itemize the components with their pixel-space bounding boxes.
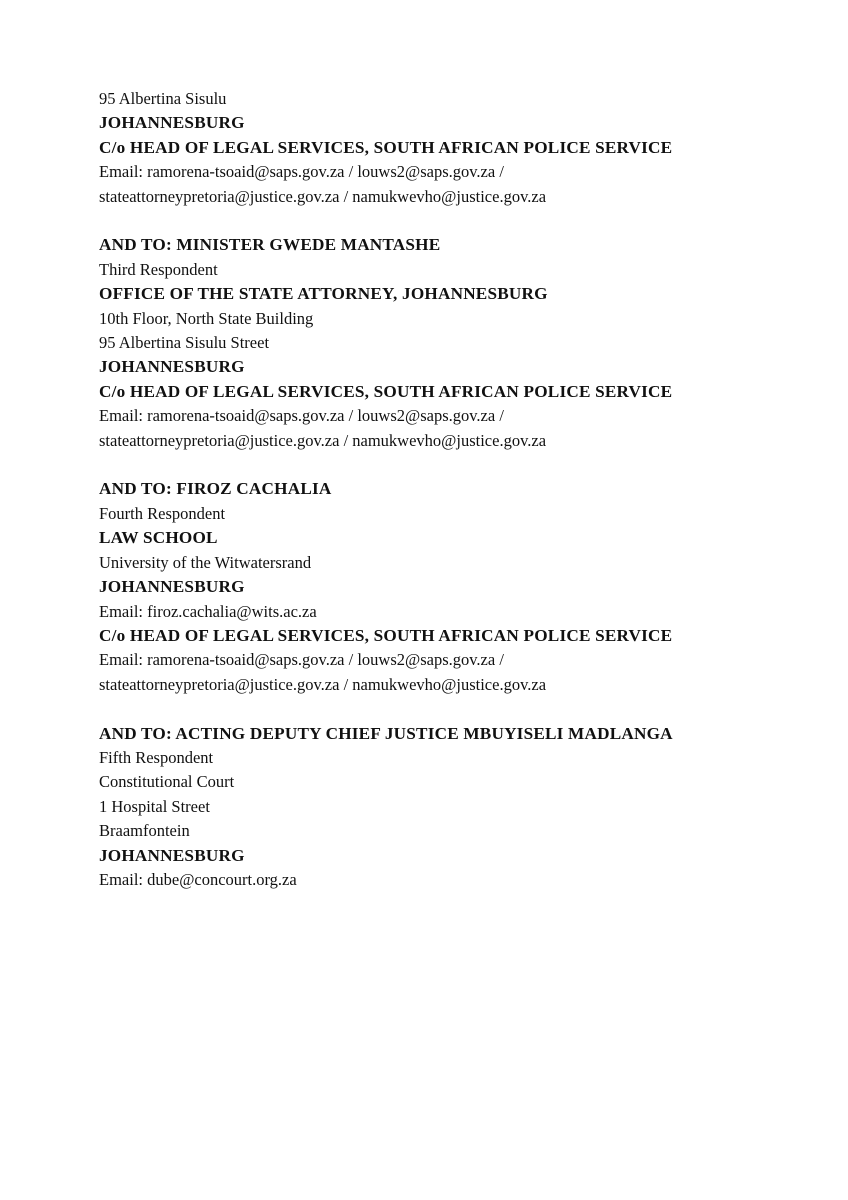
text-line: Email: ramorena-tsoaid@saps.gov.za / louws2@saps.gov.za / (99, 650, 504, 670)
bold-line: OFFICE OF THE STATE ATTORNEY, JOHANNESBURG (99, 284, 548, 304)
text-line: University of the Witwatersrand (99, 552, 312, 572)
bold-line: JOHANNESBURG (99, 845, 245, 865)
bold-line: AND TO: ACTING DEPUTY CHIEF JUSTICE MBUYISELI MADLANGA (99, 723, 673, 743)
respondent-block (99, 722, 799, 893)
bold-line: JOHANNESBURG (99, 357, 245, 377)
bold-line: LAW SCHOOL (99, 528, 218, 548)
bold-line: C/o HEAD OF LEGAL SERVICES, SOUTH AFRICAN POLICE SERVICE (99, 625, 673, 645)
text-line: Email: ramorena-tsoaid@saps.gov.za / louws2@saps.gov.za / (99, 162, 504, 182)
block-spacer (99, 697, 799, 721)
respondent-block (99, 87, 799, 209)
text-line: Email: firoz.cachalia@wits.ac.za (99, 601, 317, 621)
text-line: stateattorneypretoria@justice.gov.za / namukwevho@justice.gov.za (99, 186, 547, 206)
service-list (99, 87, 799, 892)
text-line: Fourth Respondent (99, 503, 226, 523)
bold-line: AND TO: FIROZ CACHALIA (99, 479, 332, 499)
block-spacer (99, 209, 799, 233)
respondent-block (99, 477, 799, 697)
text-line: Braamfontein (99, 821, 190, 841)
text-line: stateattorneypretoria@justice.gov.za / namukwevho@justice.gov.za (99, 430, 547, 450)
text-line: Third Respondent (99, 259, 218, 279)
bold-line: JOHANNESBURG (99, 577, 245, 597)
text-line: 10th Floor, North State Building (99, 308, 314, 328)
text-line: 95 Albertina Sisulu Street (99, 333, 270, 353)
bold-line: AND TO: MINISTER GWEDE MANTASHE (99, 235, 441, 255)
text-line: 1 Hospital Street (99, 796, 210, 816)
bold-line: JOHANNESBURG (99, 113, 245, 133)
text-line: 95 Albertina Sisulu (99, 89, 227, 108)
text-line: Fifth Respondent (99, 747, 214, 767)
text-line: stateattorneypretoria@justice.gov.za / namukwevho@justice.gov.za (99, 674, 547, 694)
text-line: Email: dube@concourt.org.za (99, 869, 297, 889)
respondent-block (99, 233, 799, 453)
block-spacer (99, 453, 799, 477)
text-line: Email: ramorena-tsoaid@saps.gov.za / louws2@saps.gov.za / (99, 406, 504, 426)
text-line: Constitutional Court (99, 772, 235, 792)
bold-line: C/o HEAD OF LEGAL SERVICES, SOUTH AFRICAN POLICE SERVICE (99, 137, 673, 157)
bold-line: C/o HEAD OF LEGAL SERVICES, SOUTH AFRICAN POLICE SERVICE (99, 381, 673, 401)
